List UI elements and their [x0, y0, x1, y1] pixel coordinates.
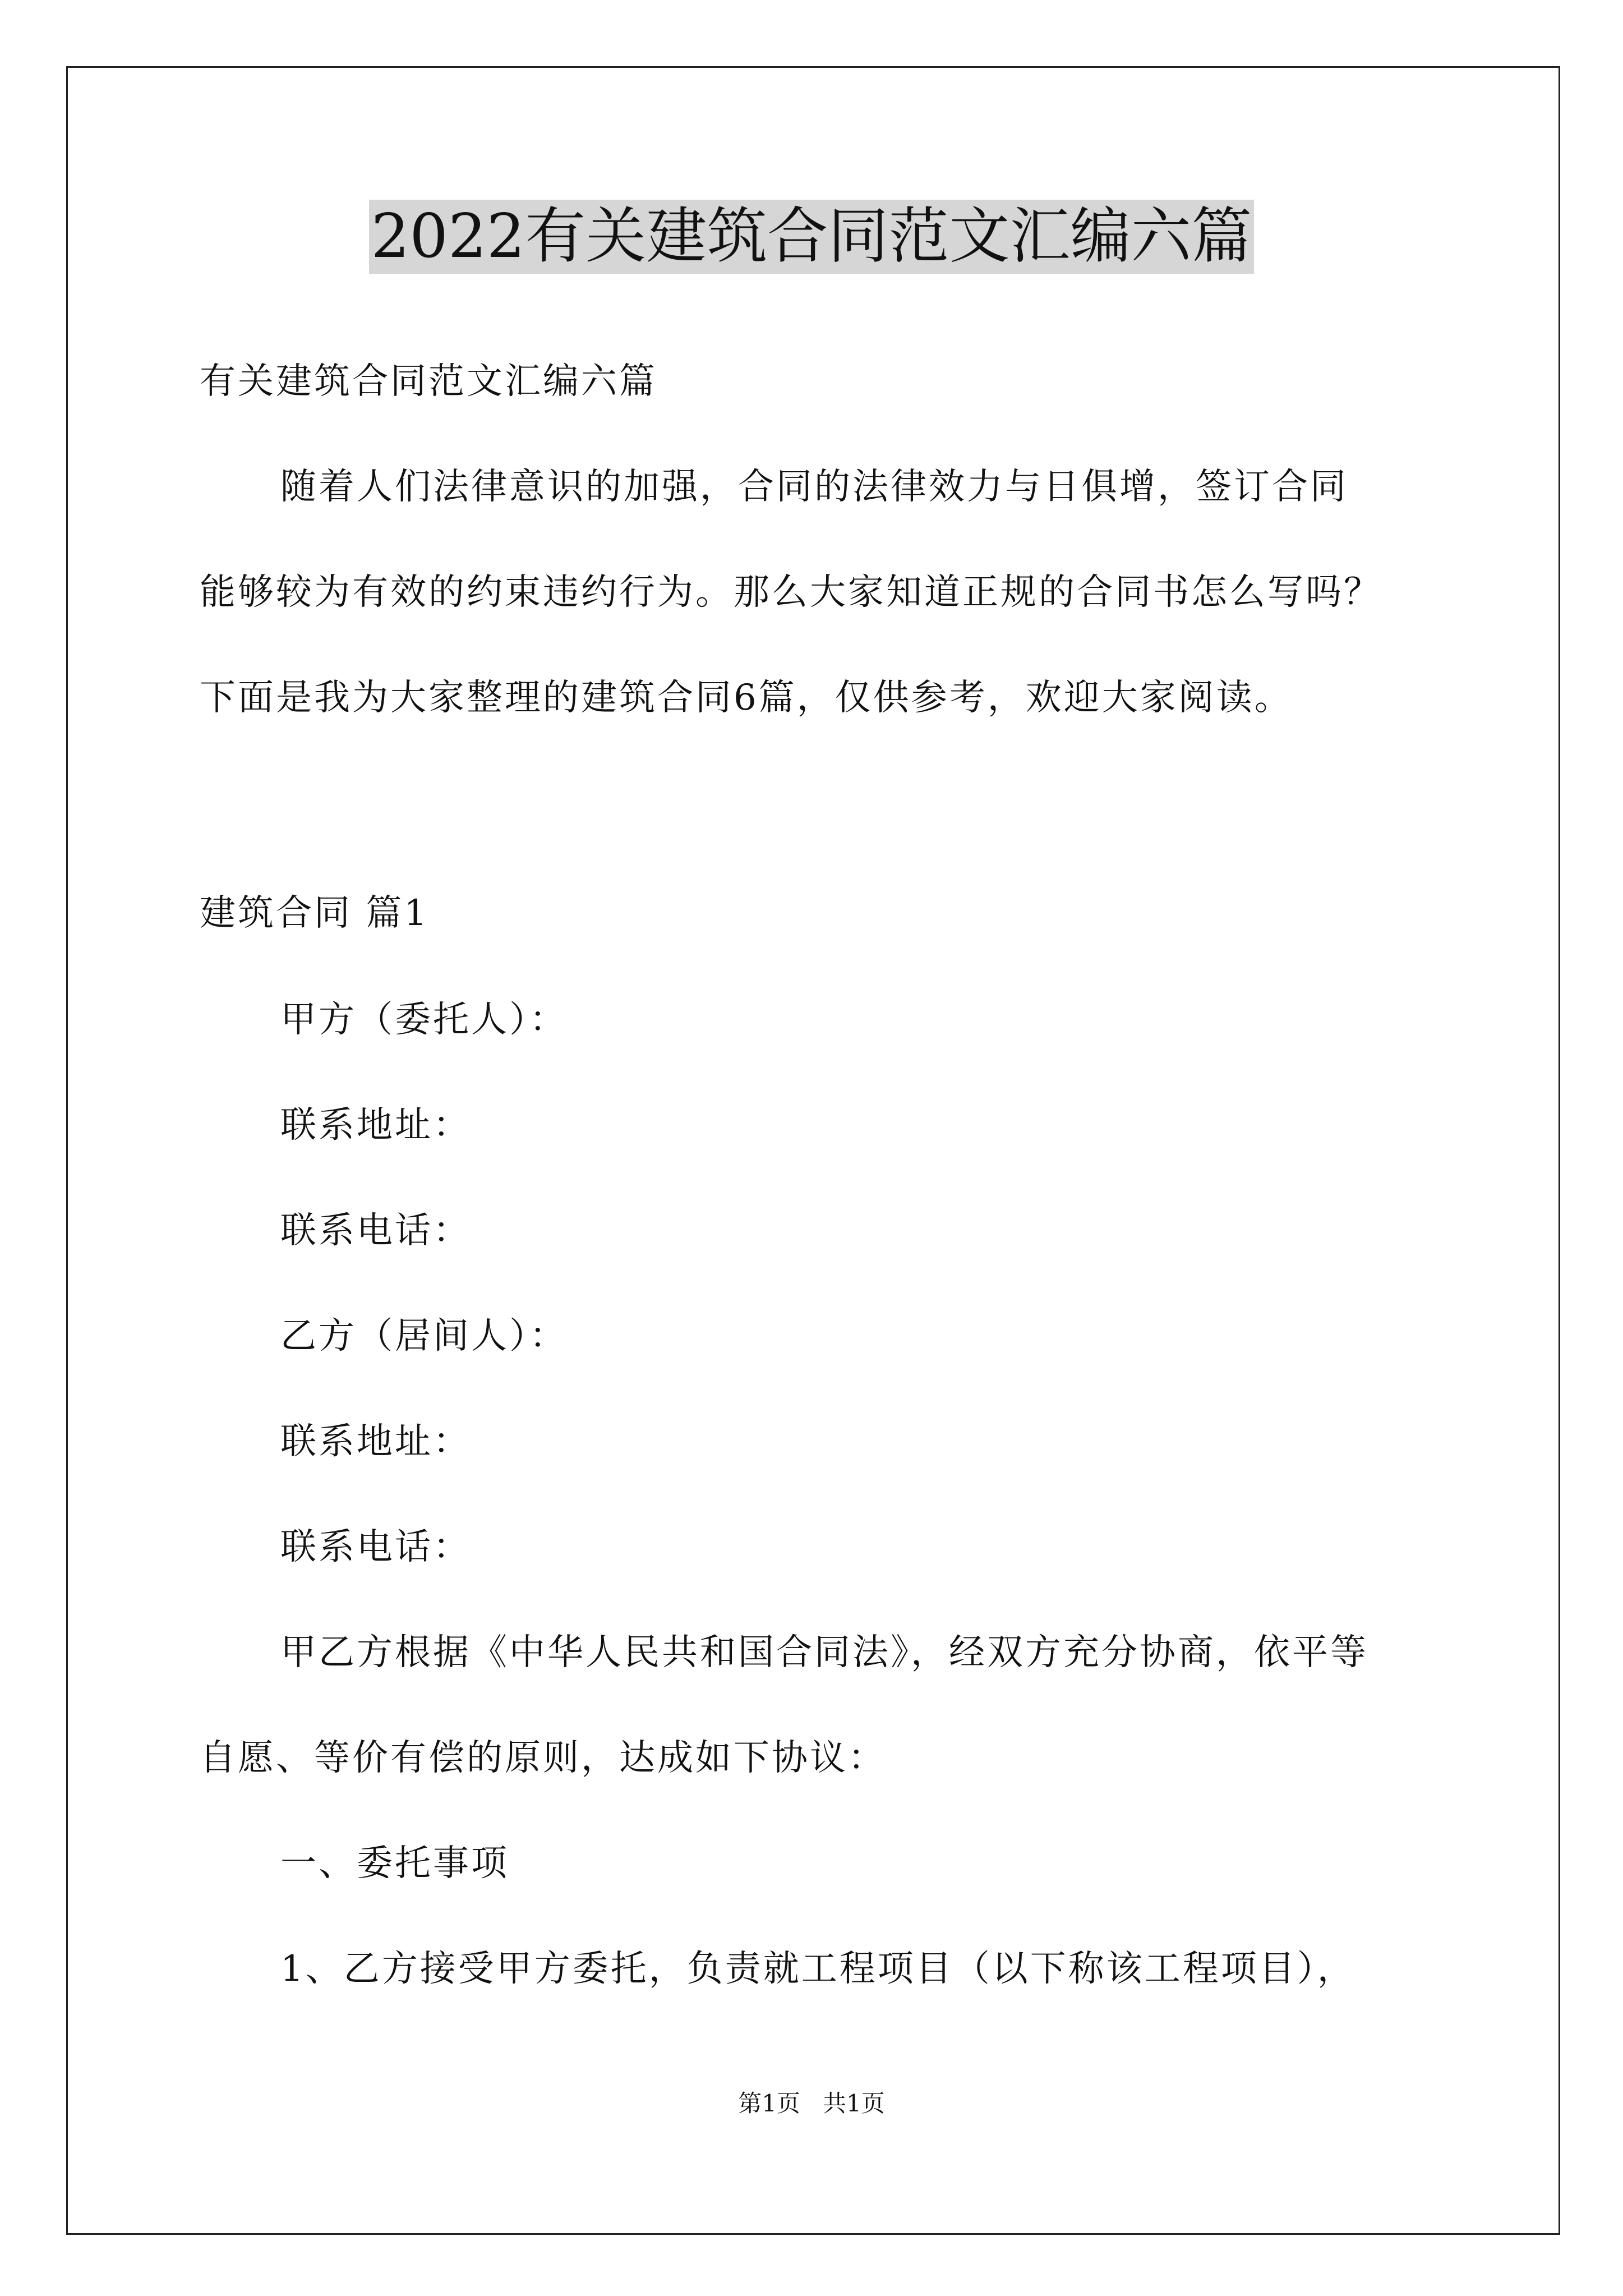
clause-1: 1、乙方接受甲方委托，负责就工程项目（以下称该工程项目），: [280, 1948, 1355, 1990]
field-party-b-address: 联系地址：: [280, 1421, 471, 1462]
title-container: [0, 200, 1623, 274]
agreement-line-1: 甲乙方根据《中华人民共和国合同法》，经双方充分协商，依平等: [280, 1632, 1368, 1673]
agreement-line-2: 自愿、等价有偿的原则，达成如下协议：: [200, 1737, 886, 1779]
clause-heading: 一、委托事项: [280, 1843, 509, 1884]
field-party-a-address: 联系地址：: [280, 1105, 471, 1146]
section-heading: 建筑合同 篇1: [200, 892, 430, 934]
intro-line-1: 随着人们法律意识的加强，合同的法律效力与日俱增，签订合同: [280, 466, 1348, 508]
intro-line-2: 能够较为有效的约束违约行为。那么大家知道正规的合同书怎么写吗？: [200, 572, 1382, 613]
field-party-b-phone: 联系电话：: [280, 1526, 471, 1568]
field-party-a: 甲方（委托人）：: [280, 999, 568, 1041]
field-party-a-phone: 联系电话：: [280, 1210, 471, 1251]
page-number-footer: 第1页 共1页: [738, 2090, 885, 2117]
field-party-b: 乙方（居间人）：: [280, 1315, 568, 1357]
document-title: 2022有关建筑合同范文汇编六篇: [369, 200, 1255, 274]
document-subtitle: 有关建筑合同范文汇编六篇: [200, 361, 657, 402]
intro-line-3: 下面是我为大家整理的建筑合同6篇，仅供参考，欢迎大家阅读。: [200, 677, 1293, 719]
